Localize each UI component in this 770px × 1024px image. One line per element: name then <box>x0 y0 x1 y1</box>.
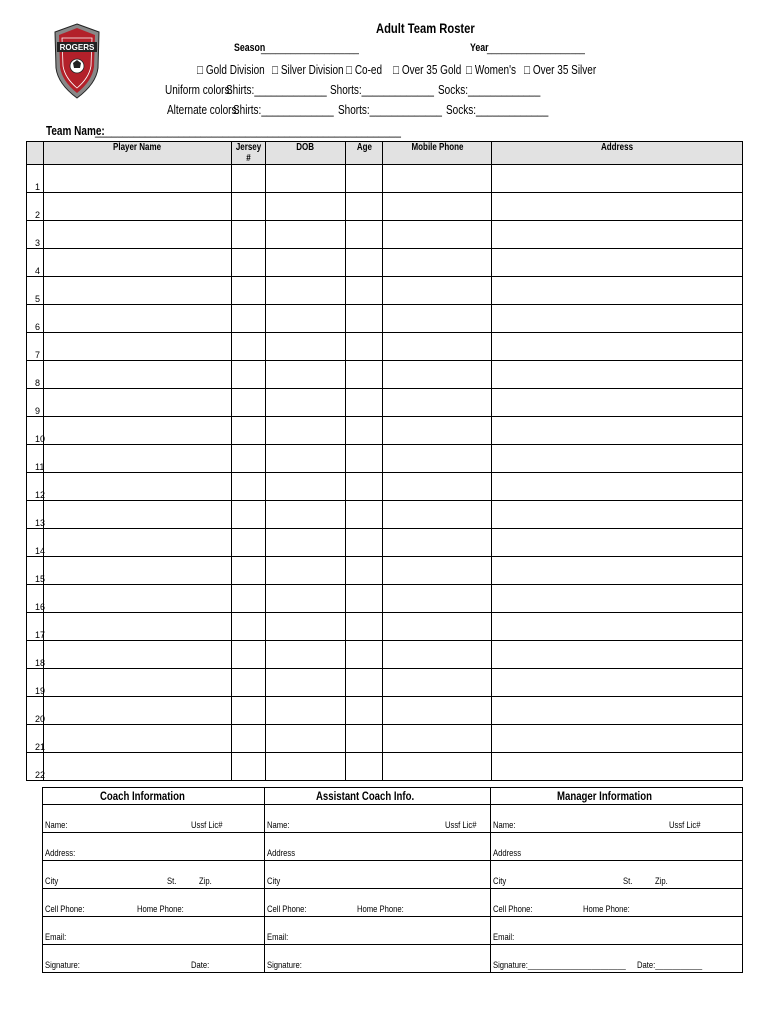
alternate-colors-label: Alternate colors: <box>167 103 240 117</box>
assistant-signature-field[interactable]: Signature: <box>265 945 491 973</box>
uniform-colors-label: Uniform colors: <box>165 83 233 97</box>
address-cell[interactable] <box>492 697 743 725</box>
roster-col-number <box>27 142 44 165</box>
coach-email-field[interactable]: Email: <box>43 917 265 945</box>
jersey-cell[interactable] <box>232 389 266 417</box>
roster-col-dob: DOB <box>266 142 346 165</box>
player-name-cell[interactable] <box>44 501 232 529</box>
dob-cell[interactable] <box>266 557 346 585</box>
uniform-socks-field[interactable]: Socks:_____________ <box>438 83 541 97</box>
address-cell[interactable] <box>492 529 743 557</box>
age-cell[interactable] <box>346 221 383 249</box>
row-number: 6 <box>27 305 44 333</box>
row-number: 5 <box>27 277 44 305</box>
player-name-cell[interactable] <box>44 725 232 753</box>
mobile-phone-cell[interactable] <box>383 529 492 557</box>
age-cell[interactable] <box>346 361 383 389</box>
dob-cell[interactable] <box>266 389 346 417</box>
row-number: 4 <box>27 249 44 277</box>
age-cell[interactable] <box>346 445 383 473</box>
mobile-phone-cell[interactable] <box>383 557 492 585</box>
address-cell[interactable] <box>492 753 743 781</box>
player-name-cell[interactable] <box>44 249 232 277</box>
mobile-phone-cell[interactable] <box>383 221 492 249</box>
table-row <box>27 221 743 249</box>
table-row <box>27 305 743 333</box>
assistant-email-field[interactable]: Email: <box>265 917 491 945</box>
manager-email-field[interactable]: Email: <box>491 917 743 945</box>
assistant-address-field[interactable]: Address <box>265 833 491 861</box>
player-name-cell[interactable] <box>44 445 232 473</box>
dob-cell[interactable] <box>266 193 346 221</box>
jersey-cell[interactable] <box>232 641 266 669</box>
row-number: 10 <box>27 417 44 445</box>
mobile-phone-cell[interactable] <box>383 417 492 445</box>
staff-info-table <box>42 787 743 973</box>
table-row <box>27 613 743 641</box>
address-cell[interactable] <box>492 249 743 277</box>
table-row <box>27 417 743 445</box>
jersey-cell[interactable] <box>232 165 266 193</box>
jersey-cell[interactable] <box>232 333 266 361</box>
row-number: 22 <box>27 753 44 781</box>
jersey-cell[interactable] <box>232 417 266 445</box>
division-over35-gold-checkbox[interactable]: □ Over 35 Gold <box>393 63 462 77</box>
mobile-phone-cell[interactable] <box>383 501 492 529</box>
age-cell[interactable] <box>346 389 383 417</box>
table-row <box>27 641 743 669</box>
row-number: 13 <box>27 501 44 529</box>
manager-phone-field[interactable]: Cell Phone: Home Phone: <box>491 889 743 917</box>
jersey-cell[interactable] <box>232 361 266 389</box>
table-row <box>27 361 743 389</box>
svg-text:ROGERS: ROGERS <box>59 43 95 52</box>
age-cell[interactable] <box>346 501 383 529</box>
mobile-phone-cell[interactable] <box>383 249 492 277</box>
division-silver-checkbox[interactable]: □ Silver Division <box>272 63 344 77</box>
player-name-cell[interactable] <box>44 277 232 305</box>
player-name-cell[interactable] <box>44 165 232 193</box>
coach-info-header: Coach Information <box>43 788 265 805</box>
manager-city-field[interactable]: City St. Zip. <box>491 861 743 889</box>
jersey-cell[interactable] <box>232 529 266 557</box>
address-cell[interactable] <box>492 641 743 669</box>
manager-address-field[interactable]: Address <box>491 833 743 861</box>
age-cell[interactable] <box>346 305 383 333</box>
coach-signature-field[interactable]: Signature: Date: <box>43 945 265 973</box>
mobile-phone-cell[interactable] <box>383 445 492 473</box>
player-name-cell[interactable] <box>44 669 232 697</box>
mobile-phone-cell[interactable] <box>383 585 492 613</box>
dob-cell[interactable] <box>266 697 346 725</box>
table-row <box>27 501 743 529</box>
dob-cell[interactable] <box>266 249 346 277</box>
jersey-cell[interactable] <box>232 193 266 221</box>
roster-col-player-name: Player Name <box>44 142 232 165</box>
row-number: 11 <box>27 445 44 473</box>
table-row <box>27 389 743 417</box>
row-number: 17 <box>27 613 44 641</box>
coach-city-field[interactable]: City St. Zip. <box>43 861 265 889</box>
row-number: 18 <box>27 641 44 669</box>
division-coed-checkbox[interactable]: □ Co-ed <box>346 63 383 77</box>
address-cell[interactable] <box>492 221 743 249</box>
jersey-cell[interactable] <box>232 725 266 753</box>
age-cell[interactable] <box>346 753 383 781</box>
dob-cell[interactable] <box>266 473 346 501</box>
address-cell[interactable] <box>492 389 743 417</box>
player-name-cell[interactable] <box>44 697 232 725</box>
alternate-shirts-field[interactable]: Shirts:_____________ <box>233 103 334 117</box>
roster-col-age: Age <box>346 142 383 165</box>
table-row <box>27 333 743 361</box>
player-name-cell[interactable] <box>44 557 232 585</box>
mobile-phone-cell[interactable] <box>383 725 492 753</box>
player-name-cell[interactable] <box>44 613 232 641</box>
team-name-field[interactable]: _______________________________________________________ <box>95 124 401 138</box>
assistant-name-field[interactable]: Name: Ussf Lic# <box>265 805 491 833</box>
uniform-shirts-field[interactable]: Shirts:_____________ <box>226 83 327 97</box>
uniform-shorts-field[interactable]: Shorts:_____________ <box>330 83 434 97</box>
player-name-cell[interactable] <box>44 193 232 221</box>
dob-cell[interactable] <box>266 305 346 333</box>
dob-cell[interactable] <box>266 725 346 753</box>
jersey-cell[interactable] <box>232 753 266 781</box>
row-number: 20 <box>27 697 44 725</box>
address-cell[interactable] <box>492 669 743 697</box>
age-cell[interactable] <box>346 165 383 193</box>
address-cell[interactable] <box>492 613 743 641</box>
division-womens-checkbox[interactable]: □ Women's <box>466 63 516 77</box>
address-cell[interactable] <box>492 725 743 753</box>
year-field[interactable]: ____________________ <box>487 43 585 55</box>
table-row <box>27 753 743 781</box>
dob-cell[interactable] <box>266 333 346 361</box>
age-cell[interactable] <box>346 333 383 361</box>
mobile-phone-cell[interactable] <box>383 473 492 501</box>
jersey-cell[interactable] <box>232 501 266 529</box>
address-cell[interactable] <box>492 417 743 445</box>
table-row <box>27 529 743 557</box>
jersey-cell[interactable] <box>232 305 266 333</box>
table-row <box>27 445 743 473</box>
dob-cell[interactable] <box>266 753 346 781</box>
table-row <box>27 697 743 725</box>
jersey-cell[interactable] <box>232 613 266 641</box>
assistant-coach-info-header: Assistant Coach Info. <box>265 788 491 805</box>
dob-cell[interactable] <box>266 613 346 641</box>
mobile-phone-cell[interactable] <box>383 753 492 781</box>
mobile-phone-cell[interactable] <box>383 165 492 193</box>
table-row <box>27 669 743 697</box>
player-name-cell[interactable] <box>44 361 232 389</box>
rogers-logo <box>52 22 102 100</box>
row-number: 2 <box>27 193 44 221</box>
alternate-shorts-field[interactable]: Shorts:_____________ <box>338 103 442 117</box>
jersey-cell[interactable] <box>232 249 266 277</box>
age-cell[interactable] <box>346 669 383 697</box>
division-gold-checkbox[interactable]: □ Gold Division <box>197 63 265 77</box>
row-number: 14 <box>27 529 44 557</box>
assistant-phone-field[interactable]: Cell Phone: Home Phone: <box>265 889 491 917</box>
player-name-cell[interactable] <box>44 473 232 501</box>
address-cell[interactable] <box>492 585 743 613</box>
player-name-cell[interactable] <box>44 333 232 361</box>
address-cell[interactable] <box>492 193 743 221</box>
mobile-phone-cell[interactable] <box>383 193 492 221</box>
age-cell[interactable] <box>346 249 383 277</box>
address-cell[interactable] <box>492 305 743 333</box>
dob-cell[interactable] <box>266 669 346 697</box>
age-cell[interactable] <box>346 697 383 725</box>
player-name-cell[interactable] <box>44 305 232 333</box>
season-label: Season <box>234 42 266 54</box>
assistant-city-field[interactable]: City <box>265 861 491 889</box>
dob-cell[interactable] <box>266 501 346 529</box>
dob-cell[interactable] <box>266 165 346 193</box>
jersey-cell[interactable] <box>232 585 266 613</box>
season-field[interactable]: ____________________ <box>261 43 359 55</box>
manager-name-field[interactable]: Name: Ussf Lic# <box>491 805 743 833</box>
table-row <box>27 193 743 221</box>
address-cell[interactable] <box>492 165 743 193</box>
jersey-cell[interactable] <box>232 221 266 249</box>
manager-info-header: Manager Information <box>491 788 743 805</box>
address-cell[interactable] <box>492 333 743 361</box>
dob-cell[interactable] <box>266 221 346 249</box>
dob-cell[interactable] <box>266 585 346 613</box>
player-name-cell[interactable] <box>44 389 232 417</box>
address-cell[interactable] <box>492 473 743 501</box>
roster-col-address: Address <box>492 142 743 165</box>
mobile-phone-cell[interactable] <box>383 669 492 697</box>
address-cell[interactable] <box>492 557 743 585</box>
alternate-socks-field[interactable]: Socks:_____________ <box>446 103 549 117</box>
jersey-cell[interactable] <box>232 557 266 585</box>
mobile-phone-cell[interactable] <box>383 361 492 389</box>
age-cell[interactable] <box>346 473 383 501</box>
age-cell[interactable] <box>346 417 383 445</box>
mobile-phone-cell[interactable] <box>383 641 492 669</box>
coach-address-field[interactable]: Address: <box>43 833 265 861</box>
year-label: Year <box>470 42 489 54</box>
age-cell[interactable] <box>346 585 383 613</box>
row-number: 9 <box>27 389 44 417</box>
age-cell[interactable] <box>346 277 383 305</box>
table-row <box>27 473 743 501</box>
dob-cell[interactable] <box>266 277 346 305</box>
dob-cell[interactable] <box>266 641 346 669</box>
age-cell[interactable] <box>346 193 383 221</box>
address-cell[interactable] <box>492 501 743 529</box>
row-number: 7 <box>27 333 44 361</box>
mobile-phone-cell[interactable] <box>383 697 492 725</box>
row-number: 1 <box>27 165 44 193</box>
roster-col-jersey: Jersey # <box>232 142 266 165</box>
address-cell[interactable] <box>492 445 743 473</box>
mobile-phone-cell[interactable] <box>383 333 492 361</box>
row-number: 15 <box>27 557 44 585</box>
mobile-phone-cell[interactable] <box>383 305 492 333</box>
team-name-label: Team Name: <box>46 124 105 138</box>
row-number: 21 <box>27 725 44 753</box>
age-cell[interactable] <box>346 725 383 753</box>
player-name-cell[interactable] <box>44 585 232 613</box>
address-cell[interactable] <box>492 277 743 305</box>
table-row <box>27 585 743 613</box>
jersey-cell[interactable] <box>232 277 266 305</box>
row-number: 3 <box>27 221 44 249</box>
mobile-phone-cell[interactable] <box>383 389 492 417</box>
dob-cell[interactable] <box>266 529 346 557</box>
page-title: Adult Team Roster <box>376 20 475 36</box>
mobile-phone-cell[interactable] <box>383 277 492 305</box>
address-cell[interactable] <box>492 361 743 389</box>
player-name-cell[interactable] <box>44 529 232 557</box>
player-name-cell[interactable] <box>44 641 232 669</box>
player-name-cell[interactable] <box>44 753 232 781</box>
row-number: 8 <box>27 361 44 389</box>
roster-header-row <box>27 142 743 165</box>
row-number: 16 <box>27 585 44 613</box>
mobile-phone-cell[interactable] <box>383 613 492 641</box>
roster-table <box>26 141 743 781</box>
table-row <box>27 249 743 277</box>
table-row <box>27 165 743 193</box>
age-cell[interactable] <box>346 557 383 585</box>
player-name-cell[interactable] <box>44 221 232 249</box>
dob-cell[interactable] <box>266 417 346 445</box>
coach-phone-field[interactable]: Cell Phone: Home Phone: <box>43 889 265 917</box>
table-row <box>27 725 743 753</box>
age-cell[interactable] <box>346 529 383 557</box>
age-cell[interactable] <box>346 613 383 641</box>
division-over35-silver-checkbox[interactable]: □ Over 35 Silver <box>524 63 597 77</box>
roster-col-mobile-phone: Mobile Phone <box>383 142 492 165</box>
jersey-cell[interactable] <box>232 473 266 501</box>
row-number: 19 <box>27 669 44 697</box>
jersey-cell[interactable] <box>232 669 266 697</box>
player-name-cell[interactable] <box>44 417 232 445</box>
table-row <box>27 557 743 585</box>
jersey-cell[interactable] <box>232 445 266 473</box>
table-row <box>27 277 743 305</box>
dob-cell[interactable] <box>266 361 346 389</box>
row-number: 12 <box>27 473 44 501</box>
jersey-cell[interactable] <box>232 697 266 725</box>
age-cell[interactable] <box>346 641 383 669</box>
manager-signature-field[interactable]: Signature:_______________________ Date:___________ <box>491 945 743 973</box>
dob-cell[interactable] <box>266 445 346 473</box>
coach-name-field[interactable]: Name: Ussf Lic# <box>43 805 265 833</box>
